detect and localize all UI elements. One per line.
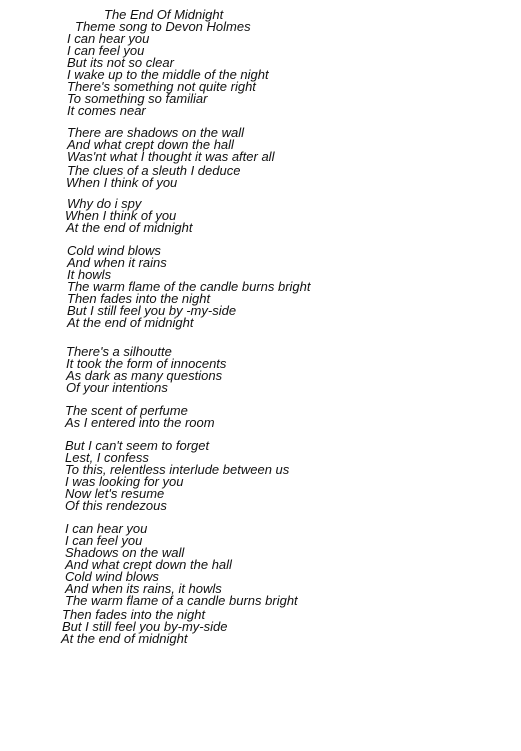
lyric-line: Was'nt what I thought it was after all — [67, 149, 275, 164]
lyric-line: There are shadows on the wall — [67, 125, 245, 140]
lyric-line: I wake up to the middle of the night — [67, 67, 269, 82]
lyric-line: As I entered into the room — [65, 415, 215, 430]
lyric-line: It howls — [67, 267, 112, 282]
lyric-line: Of your intentions — [66, 380, 168, 395]
lyric-line: Why do i spy — [67, 196, 142, 211]
lyric-line: Now let's resume — [65, 486, 165, 501]
lyric-line: It comes near — [67, 103, 146, 118]
lyric-line: But its not so clear — [67, 55, 174, 70]
lyric-line: The warm flame of the candle burns bright — [67, 279, 311, 294]
song-subtitle: Theme song to Devon Holmes — [75, 19, 251, 34]
lyric-line: Lest, I confess — [65, 450, 149, 465]
lyric-line: And what crept down the hall — [67, 137, 234, 152]
lyric-line: To something so familiar — [67, 91, 208, 106]
lyric-line: And when its rains, it howls — [65, 581, 222, 596]
lyric-line: But I still feel you by-my-side — [62, 619, 228, 634]
lyric-line: When I think of you — [66, 175, 178, 190]
song-title: The End Of Midnight — [104, 7, 224, 22]
lyric-line: Of this rendezous — [65, 498, 167, 513]
lyric-line: The clues of a sleuth I deduce — [67, 163, 241, 178]
lyric-line: I can hear you — [67, 31, 150, 46]
lyric-line: At the end of midnight — [66, 220, 193, 235]
lyric-line: It took the form of innocents — [66, 356, 227, 371]
lyric-line: The warm flame of a candle burns bright — [65, 593, 298, 608]
lyric-line: I can feel you — [67, 43, 145, 58]
lyric-line: But I can't seem to forget — [65, 438, 210, 453]
lyric-line: Then fades into the night — [62, 607, 206, 622]
lyric-line: At the end of midnight — [61, 631, 188, 646]
lyric-line: Then fades into the night — [67, 291, 211, 306]
lyric-line: As dark as many questions — [66, 368, 223, 383]
lyric-line: I can feel you — [65, 533, 143, 548]
lyric-line: There's a silhoutte — [66, 344, 172, 359]
lyric-line: There's something not quite right — [67, 79, 256, 94]
lyric-line: The scent of perfume — [65, 403, 188, 418]
lyric-line: I can hear you — [65, 521, 148, 536]
lyric-line: And what crept down the hall — [65, 557, 232, 572]
lyric-line: Shadows on the wall — [65, 545, 185, 560]
lyric-line: When I think of you — [65, 208, 177, 223]
lyric-line: Cold wind blows — [67, 243, 161, 258]
lyric-line: But I still feel you by -my-side — [67, 303, 237, 318]
lyric-line: To this, relentless interlude between us — [65, 462, 290, 477]
lyric-line: Cold wind blows — [65, 569, 159, 584]
lyric-line: And when it rains — [67, 255, 167, 270]
lyric-line: At the end of midnight — [67, 315, 194, 330]
lyric-line: I was looking for you — [65, 474, 184, 489]
